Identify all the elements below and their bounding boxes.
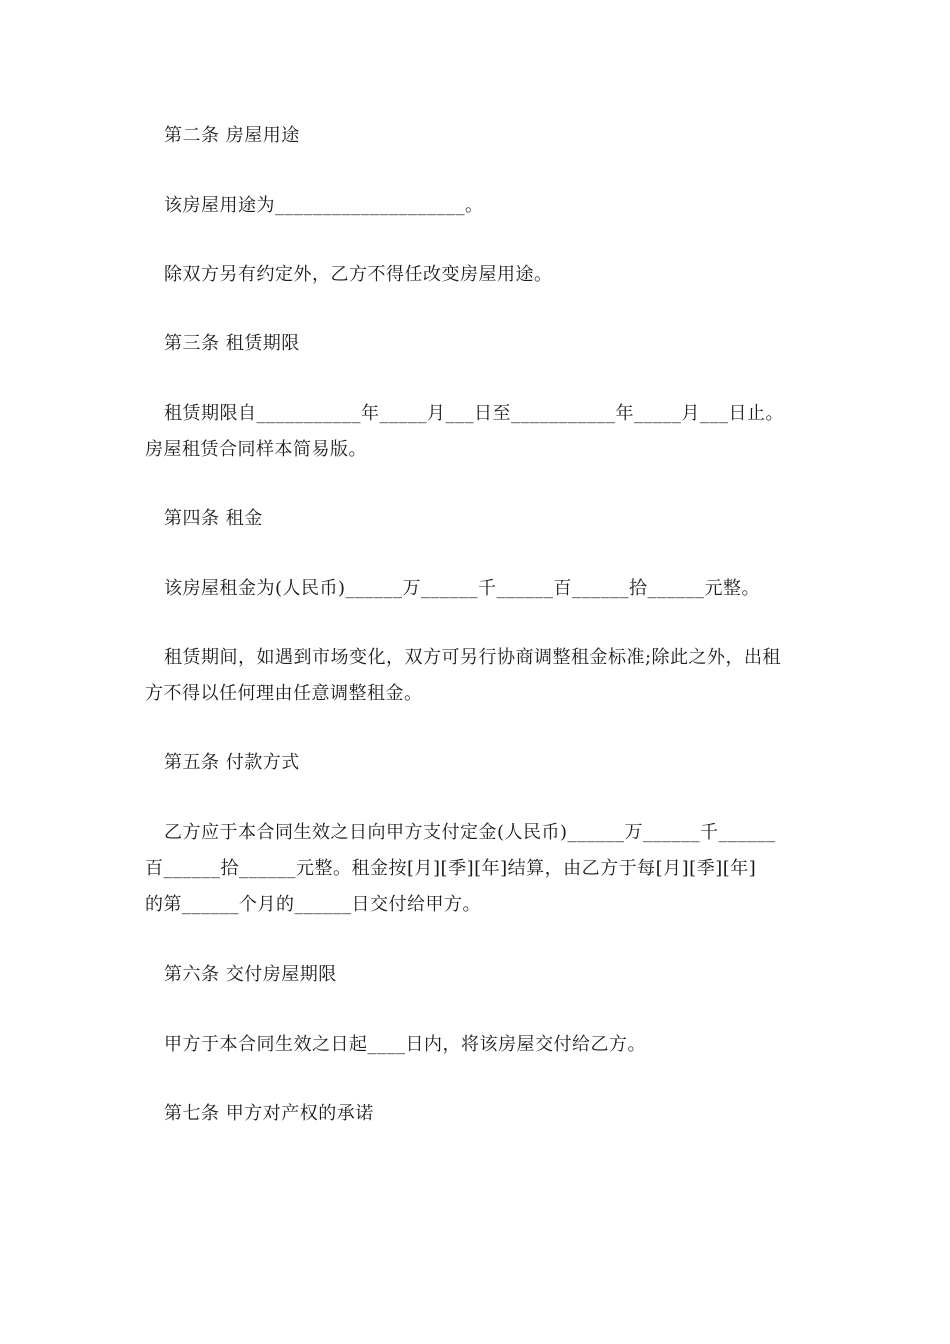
rent-adjust-line-2: 方不得以任何理由任意调整租金。 [145,683,423,704]
article-7-heading: 第七条 甲方对产权的承诺 [164,1103,374,1124]
article-4-heading: 第四条 租金 [164,508,263,529]
delivery-term-line: 甲方于本合同生效之日起____日内，将该房屋交付给乙方。 [164,1034,646,1055]
payment-line-2: 百______拾______元整。租金按[月][季][年]结算，由乙方于每[月][季][年] [145,858,757,879]
lease-term-continuation: 房屋租赁合同样本简易版。 [145,439,367,460]
article-5-heading: 第五条 付款方式 [164,752,300,773]
rent-amount-line: 该房屋租金为(人民币)______万______千______百______拾______元整。 [164,578,761,599]
payment-line-1: 乙方应于本合同生效之日向甲方支付定金(人民币)______万______千______ [164,822,776,843]
lease-term-line: 租赁期限自___________年_____月___日至___________年_____月___日止。 [164,403,784,424]
payment-line-3: 的第______个月的______日交付给甲方。 [145,894,481,915]
house-use-line: 该房屋用途为____________________。 [164,195,484,216]
article-2-heading: 第二条 房屋用途 [164,125,300,146]
article-6-heading: 第六条 交付房屋期限 [164,964,337,985]
rent-adjust-line-1: 租赁期间，如遇到市场变化，双方可另行协商调整租金标准;除此之外，出租 [164,647,782,668]
house-use-restriction: 除双方另有约定外，乙方不得任改变房屋用途。 [164,264,553,285]
article-3-heading: 第三条 租赁期限 [164,333,300,354]
